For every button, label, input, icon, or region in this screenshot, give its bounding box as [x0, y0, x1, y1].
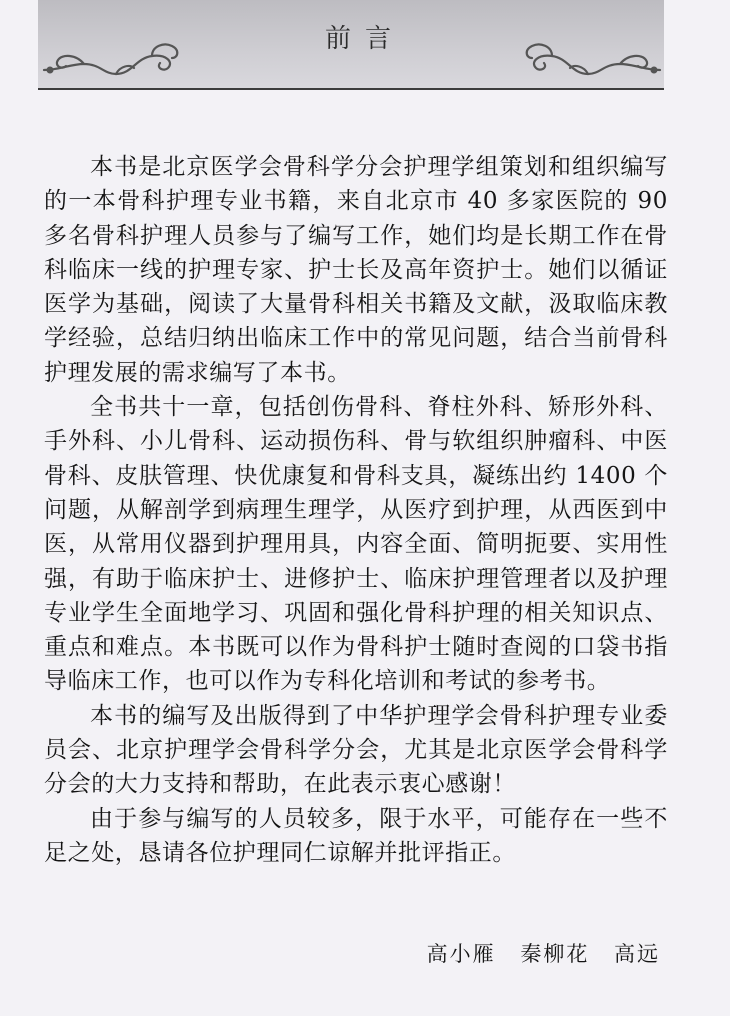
preface-body	[44, 150, 668, 870]
paragraph-2: 全书共十一章，包括创伤骨科、脊柱外科、矫形外科、手外科、小儿骨科、运动损伤科、骨与软组织肿瘤科、中医骨科、皮肤管理、快优康复和骨科支具，凝练出约 1400 个问题，从解剖学到病理生理学，从医疗到护理，从西医到中医，从常用仪器到护理用具，内容全面、简明扼要、实用性强，有助于临床护士、进修护士、临床护理管理者以及护理专业学生全面地学习、巩固和强化骨科护理的相关知识点、重点和难点。本书既可以作为骨科护士随时查阅的口袋书指导临床工作，也可以作为专科化培训和考试的参考书。	[44, 394, 668, 695]
page-title: 前言	[324, 24, 405, 54]
paragraph-3: 本书的编写及出版得到了中华护理学会骨科护理专业委员会、北京护理学会骨科学分会，尤其是北京医学会骨科学分会的大力支持和帮助，在此表示衷心感谢！	[44, 702, 668, 798]
paragraph-1: 本书是北京医学会骨科学分会护理学组策划和组织编写的一本骨科护理专业书籍，来自北京市 40 多家医院的 90 多名骨科护理人员参与了编写工作，她们均是长期工作在骨科临床一线的护理专家、护士长及高年资护士。她们以循证医学为基础，阅读了大量骨科相关书籍及文献，汲取临床教学经验，总结归纳出临床工作中的常见问题，结合当前骨科护理发展的需求编写了本书。	[44, 154, 668, 386]
header-divider	[38, 88, 664, 90]
paragraph-4: 由于参与编写的人员较多，限于水平，可能存在一些不足之处，恳请各位护理同仁谅解并批评指正。	[44, 805, 668, 866]
author-signature: 高小雁 秦柳花 高远	[426, 942, 660, 966]
